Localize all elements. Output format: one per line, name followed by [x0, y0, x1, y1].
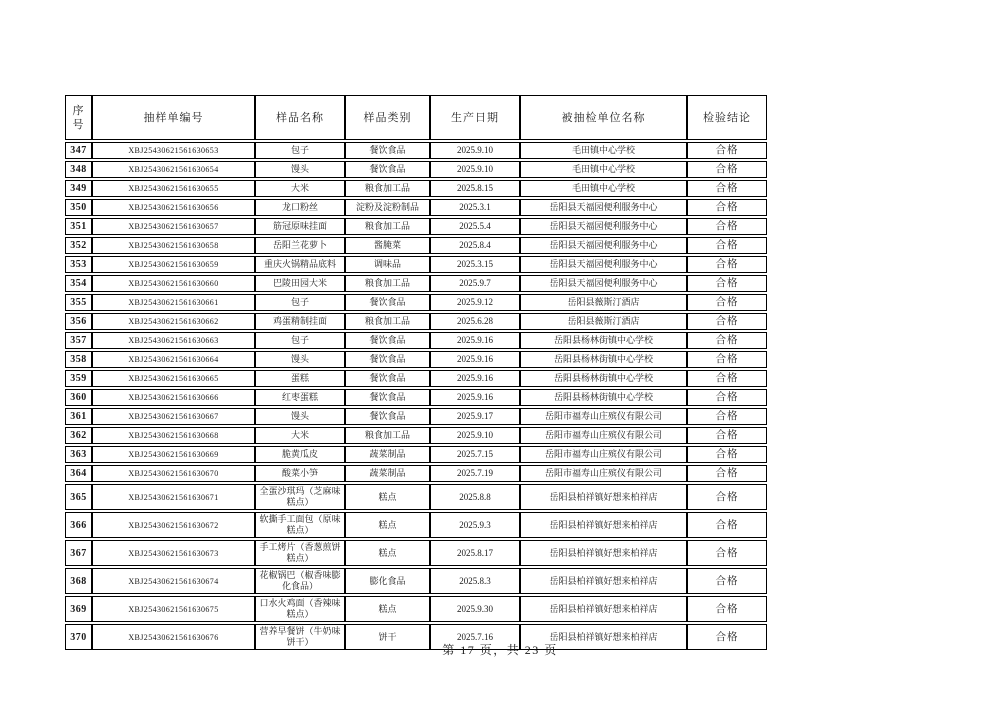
- cell-seq: 351: [65, 218, 92, 235]
- cell-result: 合格: [687, 427, 767, 444]
- cell-date: 2025.8.3: [430, 568, 520, 594]
- cell-sample-id: XBJ25430621561630656: [92, 199, 255, 216]
- cell-date: 2025.8.4: [430, 237, 520, 254]
- table-row: [65, 351, 767, 368]
- cell-category: 粮食加工品: [345, 275, 430, 292]
- cell-seq: 354: [65, 275, 92, 292]
- cell-seq: 348: [65, 161, 92, 178]
- cell-sample-id: XBJ25430621561630666: [92, 389, 255, 406]
- cell-sample-name: 馒头: [255, 351, 345, 368]
- cell-sample-id: XBJ25430621561630657: [92, 218, 255, 235]
- cell-category: 糕点: [345, 596, 430, 622]
- table-row: [65, 427, 767, 444]
- cell-sample-name: 馒头: [255, 408, 345, 425]
- cell-sample-name: 重庆火锅精品底料: [255, 256, 345, 273]
- table-row: [65, 313, 767, 330]
- cell-sample-id: XBJ25430621561630658: [92, 237, 255, 254]
- cell-category: 糕点: [345, 484, 430, 510]
- cell-sample-id: XBJ25430621561630660: [92, 275, 255, 292]
- cell-sample-id: XBJ25430621561630655: [92, 180, 255, 197]
- table-row: [65, 161, 767, 178]
- header-cell-seq: 序号: [65, 95, 92, 140]
- cell-date: 2025.9.3: [430, 512, 520, 538]
- cell-result: 合格: [687, 389, 767, 406]
- cell-date: 2025.5.4: [430, 218, 520, 235]
- cell-seq: 356: [65, 313, 92, 330]
- cell-unit: 岳阳县柏祥镇好想来柏祥店: [520, 484, 687, 510]
- cell-seq: 350: [65, 199, 92, 216]
- cell-result: 合格: [687, 512, 767, 538]
- cell-seq: 347: [65, 142, 92, 159]
- header-cell-sample-name: 样品名称: [255, 95, 345, 140]
- cell-category: 糕点: [345, 512, 430, 538]
- cell-sample-id: XBJ25430621561630673: [92, 540, 255, 566]
- cell-sample-name: 蛋糕: [255, 370, 345, 387]
- table-row: [65, 218, 767, 235]
- cell-category: 餐饮食品: [345, 408, 430, 425]
- cell-sample-name: 包子: [255, 332, 345, 349]
- cell-sample-id: XBJ25430621561630664: [92, 351, 255, 368]
- cell-category: 蔬菜制品: [345, 446, 430, 463]
- cell-seq: 349: [65, 180, 92, 197]
- cell-sample-id: XBJ25430621561630654: [92, 161, 255, 178]
- cell-date: 2025.9.30: [430, 596, 520, 622]
- cell-date: 2025.8.8: [430, 484, 520, 510]
- cell-unit: 岳阳县柏祥镇好想来柏祥店: [520, 624, 687, 650]
- cell-unit: 岳阳市福寿山庄殡仪有限公司: [520, 408, 687, 425]
- cell-seq: 364: [65, 465, 92, 482]
- cell-date: 2025.9.16: [430, 351, 520, 368]
- table-row: [65, 512, 767, 538]
- cell-sample-name: 龙口粉丝: [255, 199, 345, 216]
- cell-date: 2025.9.16: [430, 370, 520, 387]
- cell-sample-name: 营养早餐饼（牛奶味饼干）: [255, 624, 345, 650]
- cell-sample-name: 大米: [255, 427, 345, 444]
- cell-date: 2025.7.15: [430, 446, 520, 463]
- cell-sample-name: 包子: [255, 294, 345, 311]
- header-cell-unit: 被抽检单位名称: [520, 95, 687, 140]
- table-row: [65, 540, 767, 566]
- cell-result: 合格: [687, 540, 767, 566]
- cell-unit: 岳阳县天福园便利服务中心: [520, 218, 687, 235]
- table-row: [65, 180, 767, 197]
- cell-sample-id: XBJ25430621561630676: [92, 624, 255, 650]
- cell-unit: 岳阳县天福园便利服务中心: [520, 256, 687, 273]
- table-row: [65, 275, 767, 292]
- cell-date: 2025.9.16: [430, 332, 520, 349]
- cell-category: 蔬菜制品: [345, 465, 430, 482]
- cell-result: 合格: [687, 408, 767, 425]
- cell-sample-id: XBJ25430621561630662: [92, 313, 255, 330]
- cell-result: 合格: [687, 161, 767, 178]
- cell-category: 粮食加工品: [345, 180, 430, 197]
- cell-category: 餐饮食品: [345, 389, 430, 406]
- cell-unit: 岳阳县柏祥镇好想来柏祥店: [520, 596, 687, 622]
- cell-result: 合格: [687, 275, 767, 292]
- cell-sample-name: 红枣蛋糕: [255, 389, 345, 406]
- page-footer: 第 17 页，共 23 页: [442, 643, 558, 657]
- cell-sample-id: XBJ25430621561630668: [92, 427, 255, 444]
- table-row: [65, 370, 767, 387]
- cell-sample-name: 全蛋沙琪玛（芝麻味糕点）: [255, 484, 345, 510]
- cell-category: 粮食加工品: [345, 427, 430, 444]
- cell-seq: 367: [65, 540, 92, 566]
- cell-unit: 岳阳市福寿山庄殡仪有限公司: [520, 465, 687, 482]
- cell-unit: 岳阳县天福园便利服务中心: [520, 275, 687, 292]
- table-row: [65, 465, 767, 482]
- cell-category: 粮食加工品: [345, 218, 430, 235]
- cell-unit: 岳阳县柏祥镇好想来柏祥店: [520, 512, 687, 538]
- cell-sample-name: 岳阳兰花萝卜: [255, 237, 345, 254]
- cell-category: 餐饮食品: [345, 142, 430, 159]
- cell-seq: 370: [65, 624, 92, 650]
- cell-sample-id: XBJ25430621561630675: [92, 596, 255, 622]
- cell-seq: 355: [65, 294, 92, 311]
- table-row: [65, 256, 767, 273]
- cell-result: 合格: [687, 624, 767, 650]
- table-row: [65, 294, 767, 311]
- cell-result: 合格: [687, 446, 767, 463]
- header-cell-date: 生产日期: [430, 95, 520, 140]
- cell-date: 2025.9.7: [430, 275, 520, 292]
- cell-result: 合格: [687, 199, 767, 216]
- cell-category: 粮食加工品: [345, 313, 430, 330]
- cell-category: 酱腌菜: [345, 237, 430, 254]
- cell-sample-name: 酸菜小笋: [255, 465, 345, 482]
- cell-date: 2025.9.10: [430, 161, 520, 178]
- cell-sample-name: 筋冠原味挂面: [255, 218, 345, 235]
- table-row: [65, 332, 767, 349]
- cell-sample-id: XBJ25430621561630674: [92, 568, 255, 594]
- cell-unit: 毛田镇中心学校: [520, 161, 687, 178]
- cell-seq: 363: [65, 446, 92, 463]
- table-row: [65, 596, 767, 622]
- cell-unit: 岳阳县杨林街镇中心学校: [520, 370, 687, 387]
- table-row: [65, 237, 767, 254]
- cell-unit: 毛田镇中心学校: [520, 142, 687, 159]
- cell-sample-name: 大米: [255, 180, 345, 197]
- cell-seq: 368: [65, 568, 92, 594]
- cell-date: 2025.6.28: [430, 313, 520, 330]
- table-row: [65, 389, 767, 406]
- cell-date: 2025.3.1: [430, 199, 520, 216]
- header-cell-category: 样品类别: [345, 95, 430, 140]
- cell-seq: 353: [65, 256, 92, 273]
- cell-result: 合格: [687, 370, 767, 387]
- cell-unit: 岳阳市福寿山庄殡仪有限公司: [520, 446, 687, 463]
- cell-date: 2025.9.10: [430, 427, 520, 444]
- cell-sample-id: XBJ25430621561630659: [92, 256, 255, 273]
- cell-unit: 岳阳县杨林街镇中心学校: [520, 351, 687, 368]
- table-header-row: [65, 95, 767, 140]
- cell-result: 合格: [687, 218, 767, 235]
- cell-sample-id: XBJ25430621561630667: [92, 408, 255, 425]
- cell-category: 淀粉及淀粉制品: [345, 199, 430, 216]
- cell-date: 2025.7.19: [430, 465, 520, 482]
- cell-seq: 365: [65, 484, 92, 510]
- cell-category: 餐饮食品: [345, 332, 430, 349]
- cell-sample-name: 脆黄瓜皮: [255, 446, 345, 463]
- cell-sample-name: 鸡蛋精制挂面: [255, 313, 345, 330]
- cell-sample-id: XBJ25430621561630661: [92, 294, 255, 311]
- cell-unit: 岳阳县薇斯汀酒店: [520, 313, 687, 330]
- cell-date: 2025.7.16: [430, 624, 520, 650]
- cell-result: 合格: [687, 313, 767, 330]
- cell-result: 合格: [687, 332, 767, 349]
- cell-category: 糕点: [345, 540, 430, 566]
- table-row: [65, 408, 767, 425]
- cell-date: 2025.8.15: [430, 180, 520, 197]
- cell-seq: 357: [65, 332, 92, 349]
- cell-sample-id: XBJ25430621561630665: [92, 370, 255, 387]
- cell-date: 2025.9.12: [430, 294, 520, 311]
- cell-result: 合格: [687, 596, 767, 622]
- cell-seq: 361: [65, 408, 92, 425]
- cell-sample-name: 馒头: [255, 161, 345, 178]
- cell-unit: 岳阳县天福园便利服务中心: [520, 237, 687, 254]
- cell-sample-name: 软撕手工面包（原味糕点）: [255, 512, 345, 538]
- cell-seq: 366: [65, 512, 92, 538]
- cell-category: 餐饮食品: [345, 370, 430, 387]
- cell-unit: 岳阳县杨林街镇中心学校: [520, 389, 687, 406]
- cell-seq: 360: [65, 389, 92, 406]
- cell-unit: 岳阳县薇斯汀酒店: [520, 294, 687, 311]
- cell-category: 餐饮食品: [345, 161, 430, 178]
- cell-category: 调味品: [345, 256, 430, 273]
- cell-result: 合格: [687, 294, 767, 311]
- cell-date: 2025.9.16: [430, 389, 520, 406]
- cell-date: 2025.3.15: [430, 256, 520, 273]
- cell-unit: 毛田镇中心学校: [520, 180, 687, 197]
- cell-sample-name: 包子: [255, 142, 345, 159]
- cell-sample-id: XBJ25430621561630663: [92, 332, 255, 349]
- cell-sample-name: 口水火鸡面（香辣味糕点）: [255, 596, 345, 622]
- cell-result: 合格: [687, 568, 767, 594]
- cell-sample-name: 手工烤片（香葱煎饼糕点）: [255, 540, 345, 566]
- cell-unit: 岳阳县柏祥镇好想来柏祥店: [520, 540, 687, 566]
- cell-sample-id: XBJ25430621561630670: [92, 465, 255, 482]
- cell-date: 2025.9.10: [430, 142, 520, 159]
- cell-seq: 359: [65, 370, 92, 387]
- cell-unit: 岳阳县天福园便利服务中心: [520, 199, 687, 216]
- table-body: [65, 142, 767, 650]
- cell-unit: 岳阳市福寿山庄殡仪有限公司: [520, 427, 687, 444]
- cell-result: 合格: [687, 351, 767, 368]
- cell-sample-id: XBJ25430621561630672: [92, 512, 255, 538]
- cell-unit: 岳阳县柏祥镇好想来柏祥店: [520, 568, 687, 594]
- cell-result: 合格: [687, 142, 767, 159]
- header-cell-sample-id: 抽样单编号: [92, 95, 255, 140]
- cell-sample-name: 巴陵田园大米: [255, 275, 345, 292]
- cell-date: 2025.9.17: [430, 408, 520, 425]
- cell-result: 合格: [687, 465, 767, 482]
- cell-result: 合格: [687, 484, 767, 510]
- cell-result: 合格: [687, 256, 767, 273]
- cell-category: 饼干: [345, 624, 430, 650]
- cell-category: 餐饮食品: [345, 294, 430, 311]
- table-row: [65, 568, 767, 594]
- inspection-results-table: [65, 93, 767, 652]
- cell-category: 餐饮食品: [345, 351, 430, 368]
- cell-sample-id: XBJ25430621561630669: [92, 446, 255, 463]
- header-cell-result: 检验结论: [687, 95, 767, 140]
- cell-sample-id: XBJ25430621561630653: [92, 142, 255, 159]
- cell-result: 合格: [687, 237, 767, 254]
- cell-result: 合格: [687, 180, 767, 197]
- cell-seq: 352: [65, 237, 92, 254]
- table-row: [65, 142, 767, 159]
- cell-seq: 358: [65, 351, 92, 368]
- cell-category: 膨化食品: [345, 568, 430, 594]
- table-row: [65, 446, 767, 463]
- table-row: [65, 484, 767, 510]
- cell-sample-id: XBJ25430621561630671: [92, 484, 255, 510]
- table-row: [65, 199, 767, 216]
- cell-unit: 岳阳县杨林街镇中心学校: [520, 332, 687, 349]
- cell-sample-name: 花椒锅巴（椒香味膨化食品）: [255, 568, 345, 594]
- cell-date: 2025.8.17: [430, 540, 520, 566]
- cell-seq: 369: [65, 596, 92, 622]
- cell-seq: 362: [65, 427, 92, 444]
